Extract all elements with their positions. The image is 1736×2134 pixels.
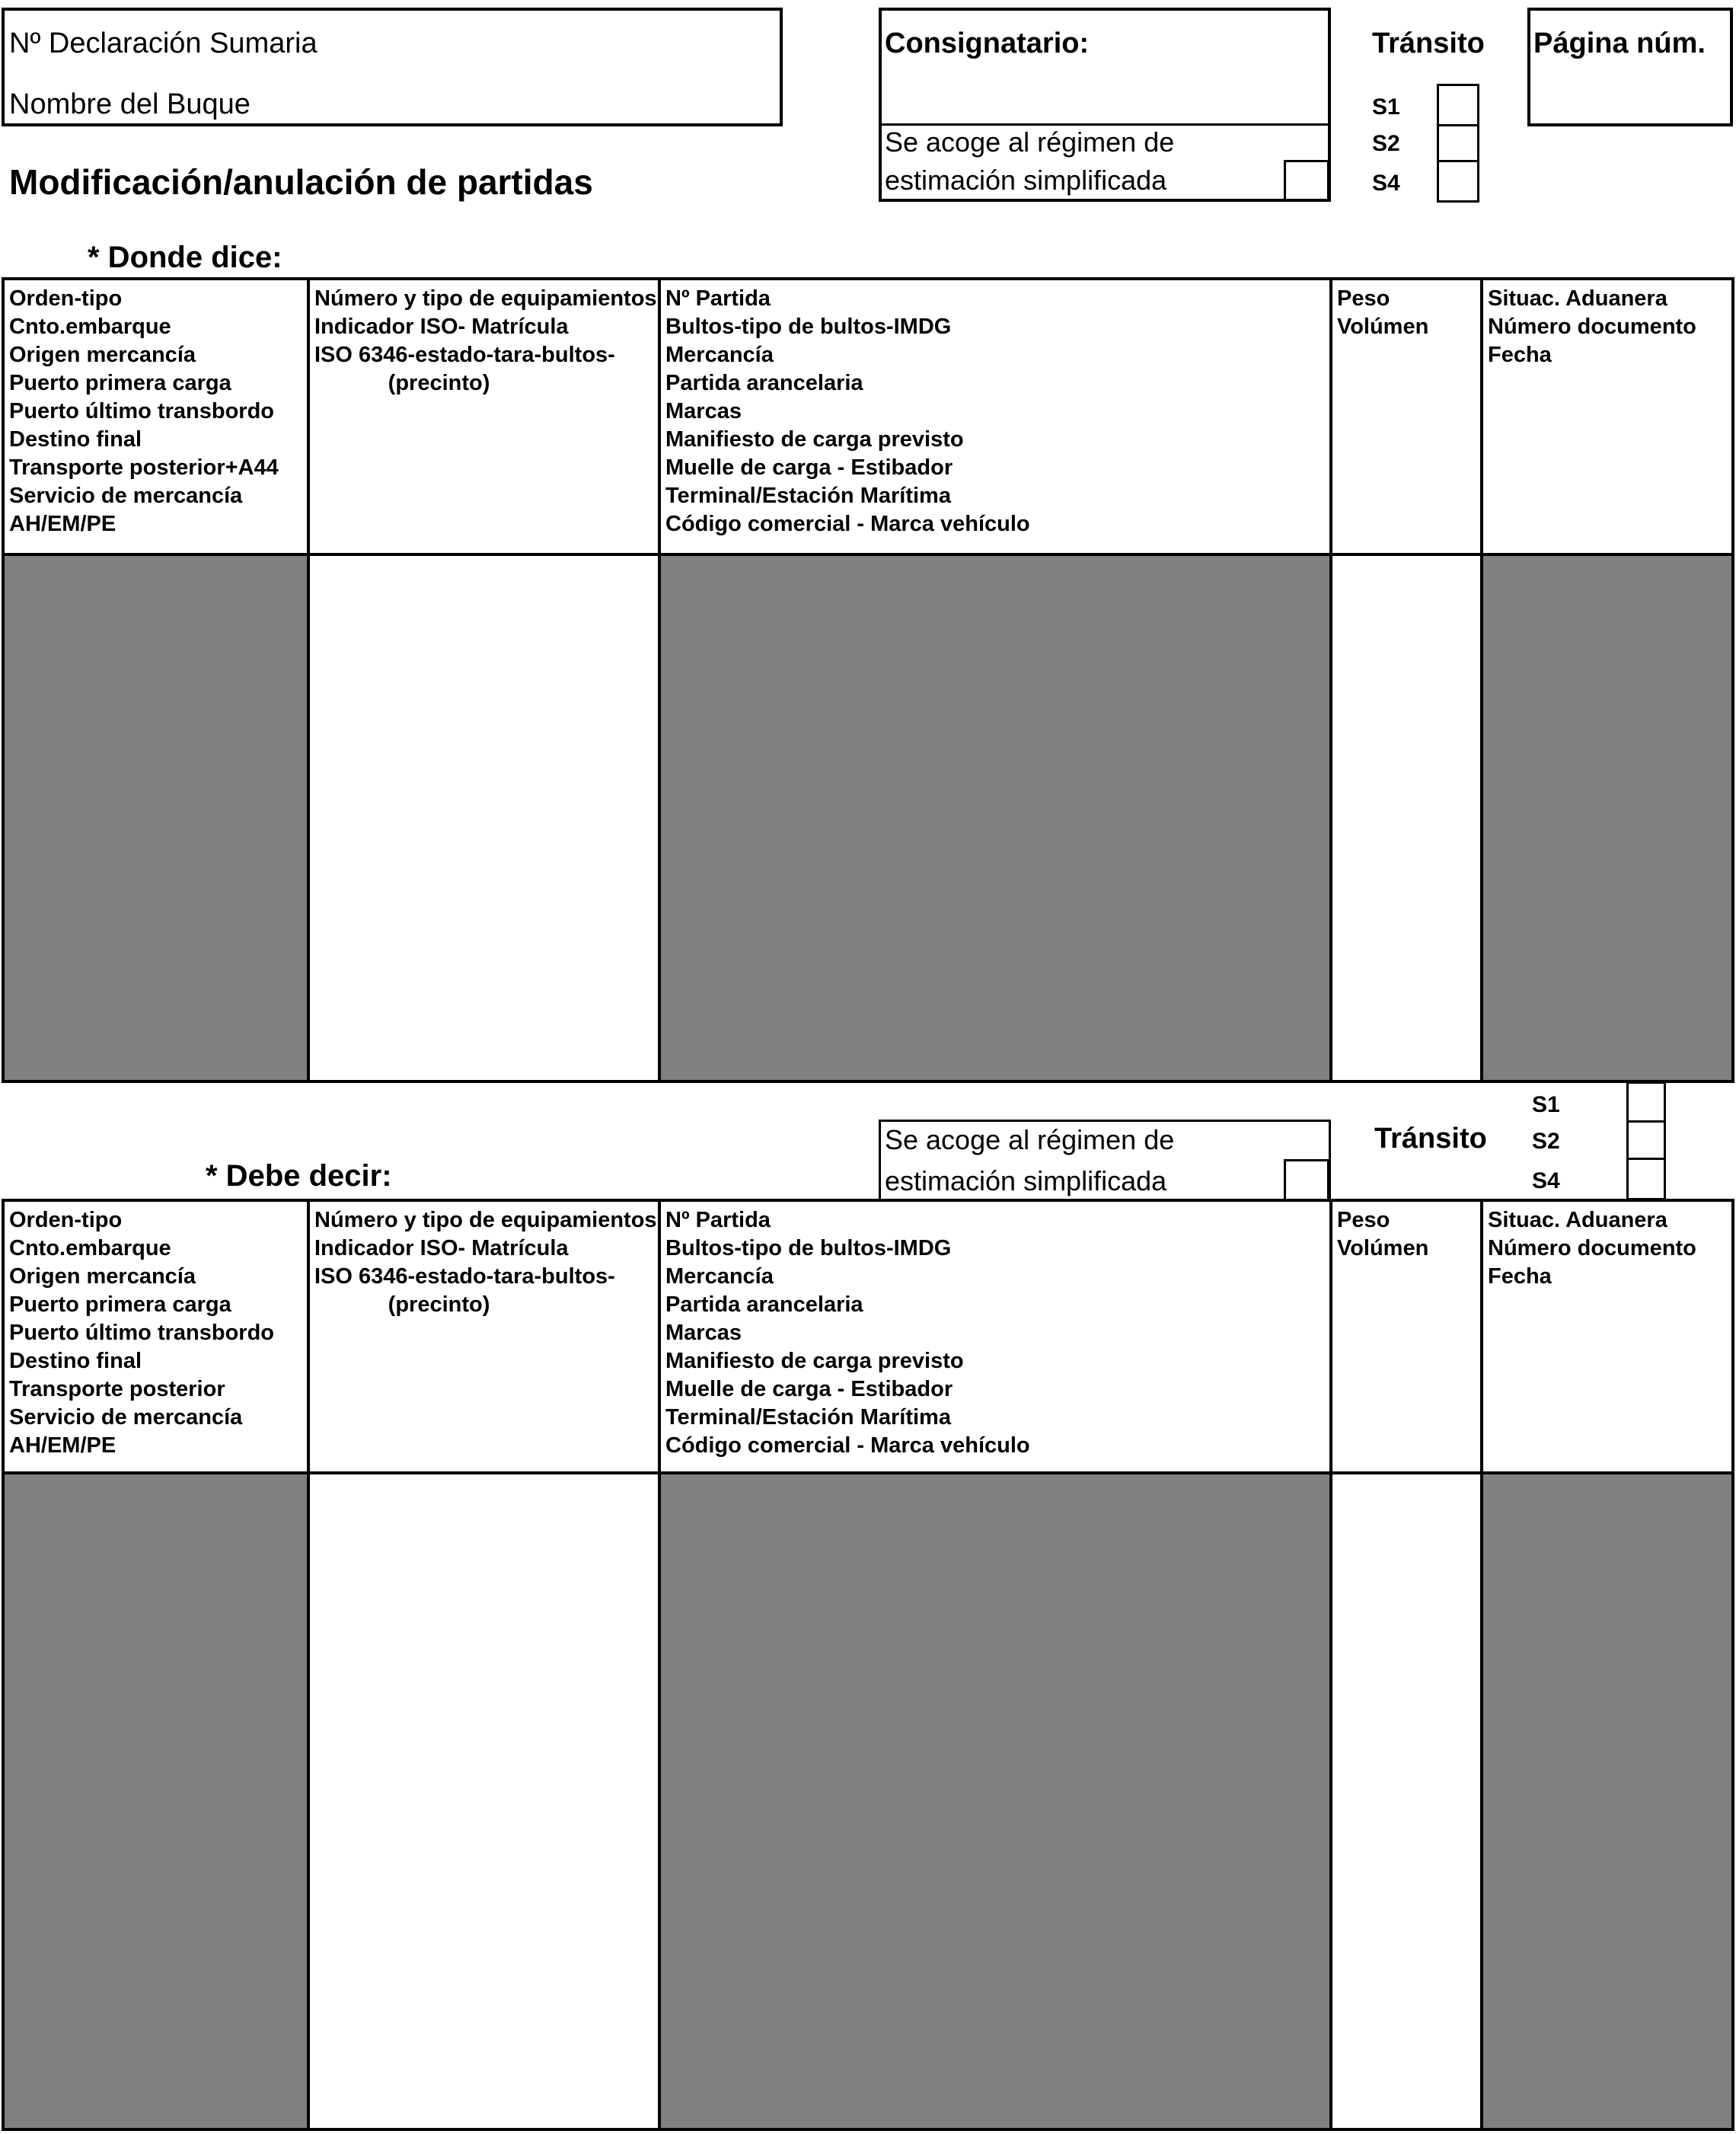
regimen-checkbox-2[interactable]: [1284, 1159, 1329, 1202]
regimen-line1: Se acoge al régimen de: [885, 126, 1175, 158]
col-partida-header: Nº Partida Bultos-tipo de bultos-IMDG Mercancía Partida arancelaria Marcas Manifiesto de carga previsto Muelle de carga - Estibador Terminal/Estación Marítima Código comercial - Marca vehículo: [661, 280, 1329, 553]
consignatario-label: Consignatario:: [885, 27, 1090, 59]
col-partida-2[interactable]: [661, 1202, 1332, 2128]
col-partida-header-2: Nº Partida Bultos-tipo de bultos-IMDG Mercancía Partida arancelaria Marcas Manifiesto de carga previsto Muelle de carga - Estibador Terminal/Estación Marítima Código comercial - Marca vehículo: [661, 1202, 1329, 1471]
col-partida[interactable]: [661, 280, 1332, 1080]
col-situacion-header-2: Situac. Aduanera Número documento Fecha: [1483, 1202, 1731, 1471]
s1-checkbox-2[interactable]: [1626, 1081, 1666, 1123]
regimen-checkbox[interactable]: [1284, 160, 1329, 201]
pagina-box[interactable]: [1527, 8, 1733, 126]
s2-label-2: S2: [1532, 1129, 1560, 1154]
col-situacion[interactable]: [1483, 280, 1731, 1080]
s2-label: S2: [1372, 131, 1400, 156]
col-peso[interactable]: [1332, 280, 1483, 1080]
s4-checkbox-2[interactable]: [1626, 1158, 1666, 1200]
s1-checkbox[interactable]: [1437, 84, 1479, 126]
col-orden-header-2: Orden-tipo Cnto.embarque Origen mercancía Puerto primera carga Puerto último transbordo Destino final Transporte posterior Servicio de mercancía AH/EM/PE: [5, 1202, 307, 1471]
s4-label-2: S4: [1532, 1168, 1560, 1193]
transito-label: Tránsito: [1372, 27, 1485, 59]
s2-checkbox-2[interactable]: [1626, 1120, 1666, 1160]
consignatario-divider: [879, 123, 1331, 126]
header-divider-2: [5, 1471, 1731, 1474]
donde-dice-label: * Donde dice:: [88, 241, 282, 274]
page-title: Modificación/anulación de partidas: [9, 162, 593, 202]
col-equipamientos-2[interactable]: [310, 1202, 661, 2128]
col-equipamientos-header: Número y tipo de equipamientos Indicador ISO- Matrícula ISO 6346-estado-tara-bultos- (precinto): [314, 286, 657, 395]
s2-checkbox[interactable]: [1437, 124, 1479, 162]
col-peso-header-2: Peso Volúmen: [1337, 1208, 1429, 1260]
pagina-label: Página núm.: [1533, 27, 1706, 59]
regimen-line1-2: Se acoge al régimen de: [885, 1124, 1175, 1155]
col-equipamientos[interactable]: [310, 280, 661, 1080]
col-peso-2[interactable]: [1332, 1202, 1483, 2128]
s1-label: S1: [1372, 94, 1400, 120]
col-equipamientos-header-2: Número y tipo de equipamientos Indicador ISO- Matrícula ISO 6346-estado-tara-bultos- (precinto): [314, 1208, 657, 1317]
debe-decir-table: [2, 1199, 1734, 2131]
col-situacion-2[interactable]: [1483, 1202, 1731, 2128]
col-peso-header: Peso Volúmen: [1337, 286, 1429, 339]
regimen-line2-2: estimación simplificada: [885, 1165, 1167, 1196]
header-divider: [5, 553, 1731, 556]
transito-label-2: Tránsito: [1374, 1123, 1487, 1155]
col-orden-2[interactable]: [5, 1202, 310, 2128]
donde-dice-table: [2, 277, 1734, 1083]
debe-decir-label: * Debe decir:: [206, 1159, 392, 1193]
col-orden-header: Orden-tipo Cnto.embarque Origen mercancía Puerto primera carga Puerto último transbordo Destino final Transporte posterior+A44 Servicio de mercancía AH/EM/PE: [5, 280, 307, 553]
buque-label: Nombre del Buque: [9, 88, 251, 120]
s4-label: S4: [1372, 171, 1400, 196]
s4-checkbox[interactable]: [1437, 160, 1479, 203]
declaracion-label: Nº Declaración Sumaria: [9, 27, 318, 59]
col-situacion-header: Situac. Aduanera Número documento Fecha: [1483, 280, 1731, 553]
regimen-line2: estimación simplificada: [885, 165, 1167, 196]
col-orden[interactable]: [5, 280, 310, 1080]
s1-label-2: S1: [1532, 1092, 1560, 1117]
